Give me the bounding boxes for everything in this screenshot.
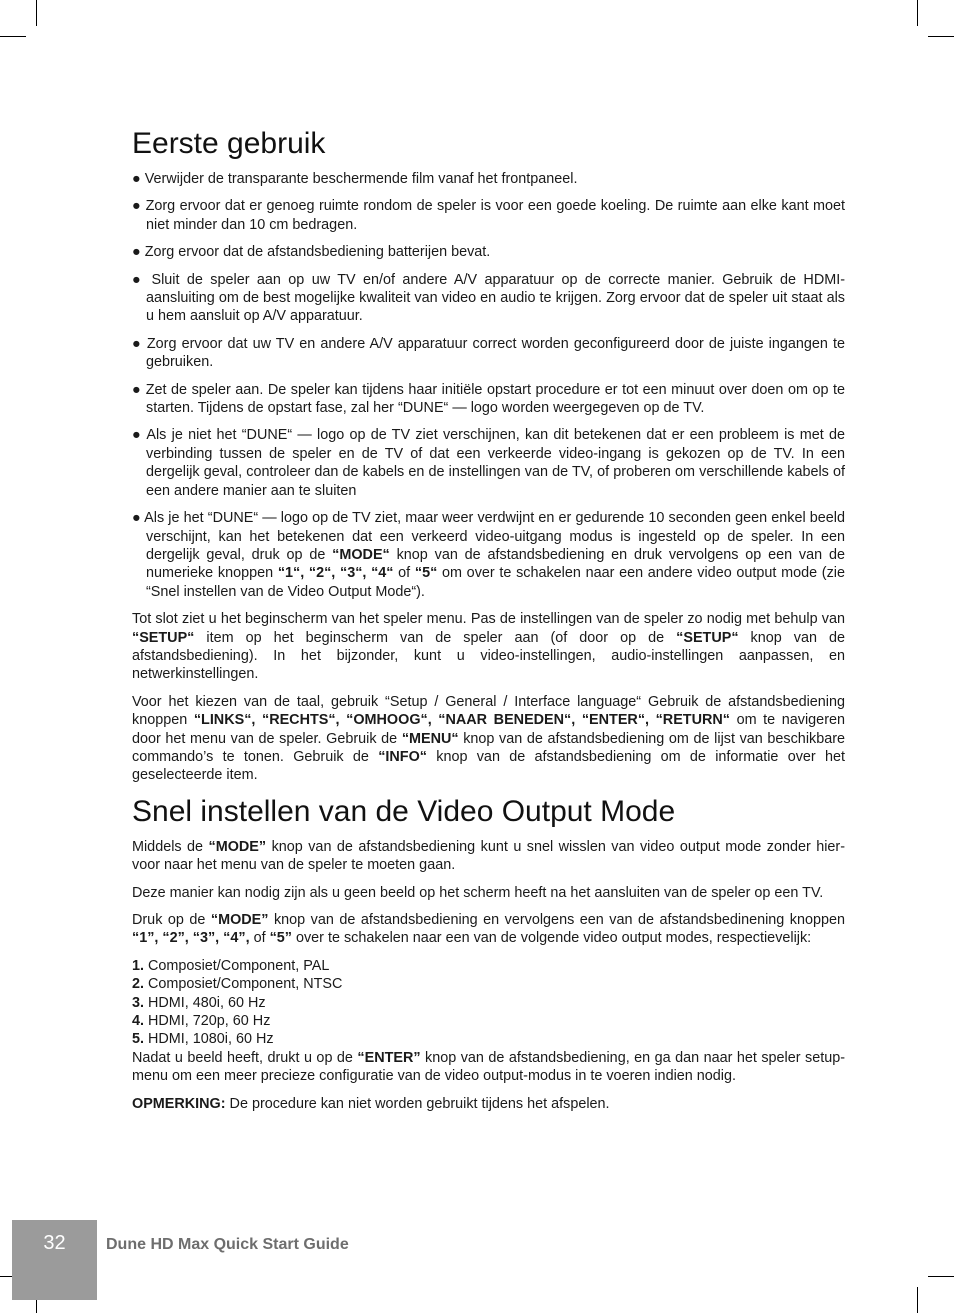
mode-number: 1.	[132, 957, 145, 974]
mode-keys-paragraph	[132, 911, 845, 948]
mode-key: “MODE”	[208, 838, 267, 855]
text-run: knop van de afstandsbediening om de informatie over het geselecteerde item.	[132, 748, 845, 784]
section-title-eerste-gebruik: Eerste gebruik	[132, 127, 326, 160]
text-run: Voor het kiezen van de taal, gebruik “Setup / General / Interface language“ Gebruik de afstandsbediening knoppen	[132, 693, 845, 729]
list-item	[132, 509, 845, 601]
page-number: 32	[43, 1232, 66, 1254]
crop-mark	[0, 36, 26, 37]
mode-intro-paragraph	[132, 838, 845, 875]
list-item	[132, 975, 845, 993]
list-item: ● Als je niet het “DUNE“ — logo op de TV ziet verschijnen, kan dit betekenen dat er een probleem is met de verbinding tussen de speler en de TV of dat een verkeerde video-ingang is gekozen op de TV. In een dergelijk geval, controleer dan de kabels en de instellingen van de TV, of proberen om verschillende kabels of een andere manier aan te sluiten	[132, 427, 845, 499]
text-run: Tot slot ziet u het beginscherm van het speler menu. Pas de instellingen van de speler zo nodig met behulp van	[132, 611, 845, 628]
navigation-keys: “LINKS“, “RECHTS“, “OMHOOG“, “NAAR BENEDEN“, “ENTER“, “RETURN“	[193, 712, 730, 729]
mode-label: Composiet/Component, PAL	[144, 957, 330, 974]
crop-mark	[917, 0, 918, 26]
mode-label: HDMI, 1080i, 60 Hz	[144, 1031, 274, 1048]
text-run: Druk op de	[132, 912, 211, 928]
info-key: “INFO“	[378, 748, 427, 765]
setup-paragraph	[132, 610, 845, 684]
list-item: ● Zorg ervoor dat de afstandsbediening batterijen bevat.	[132, 244, 491, 261]
crop-mark	[917, 1287, 918, 1313]
section-title-video-output: Snel instellen van de Video Output Mode	[132, 794, 676, 828]
text-run: Nadat u beeld heeft, drukt u op de	[132, 1049, 358, 1066]
text-run: knop van de afstandsbediening, en ga dan naar het speler setup-menu om een meer precieze configuratie van de video output-modus in te voeren indien nodig.	[132, 1049, 846, 1085]
language-paragraph	[132, 693, 845, 785]
list-item	[132, 994, 845, 1012]
mode-key: “MODE“	[332, 546, 390, 563]
list-item: ● Zorg ervoor dat uw TV en andere A/V apparatuur correct worden geconfigureerd door de juiste ingangen te gebruiken.	[132, 335, 845, 371]
enter-key: “ENTER”	[357, 1049, 421, 1066]
text-run: Middels de	[132, 838, 209, 855]
text-run: ● Als je het “DUNE“ — logo op de TV ziet, maar weer verdwijnt en er gedurende 10 seconden geen enkel beeld verschijnt, kan het betekenen dat een verkeerd video-uitgang modus is ingesteld op de speler. In een dergelijk geval, druk op de	[132, 510, 845, 563]
first-use-bullet-list	[132, 170, 845, 601]
text-run: of	[393, 565, 415, 582]
text-run: knop van de afstandsbediening om de lijst van beschikbare commando’s te tonen. Gebruik de	[132, 730, 846, 765]
list-item: ● Zet de speler aan. De speler kan tijdens haar initiële opstart procedure er tot een minuut over doen om op te starten. Tijdens de opstart fase, zal her “DUNE“ — logo worden weergegeven op de TV.	[132, 381, 845, 417]
mode-number: 2.	[132, 976, 145, 993]
menu-key: “MENU“	[401, 730, 459, 747]
note-text: De procedure kan niet worden gebruikt tijdens het afspelen.	[225, 1095, 610, 1112]
key-5: “5“	[414, 565, 438, 582]
mode-key: “MODE”	[210, 912, 269, 928]
enter-paragraph	[132, 1049, 845, 1086]
note-paragraph	[132, 1095, 845, 1113]
setup-key: “SETUP“	[132, 629, 195, 646]
text-run: knop van de afstandsbediening en druk vervolgens op een van de numerieke knoppen	[146, 546, 845, 582]
crop-mark	[928, 36, 954, 37]
number-keys: “1“, “2“, “3“, “4“	[277, 565, 394, 582]
note-label: OPMERKING:	[132, 1095, 226, 1112]
text-run: of	[249, 930, 270, 947]
text-run: om over te schakelen naar een andere video output mode (zie “Snel instellen van de Video Output Mode“).	[146, 565, 845, 600]
crop-mark	[36, 0, 37, 26]
mode-number: 4.	[132, 1013, 145, 1030]
key-5: “5”	[269, 930, 292, 947]
text-run: knop van de afstandsbediening). In het bijzonder, kunt u video-instellingen, audio-instellingen aanpassen, en netwerkinstellingen.	[132, 629, 845, 683]
mode-number: 3.	[132, 994, 145, 1011]
text-run: knop van de afstandsbediening en vervolgens een van de afstandsbedinening knoppen	[268, 912, 845, 928]
guide-title: Dune HD Max Quick Start Guide	[106, 1236, 349, 1253]
mode-label: HDMI, 480i, 60 Hz	[144, 994, 266, 1011]
mode-label: Composiet/Component, NTSC	[144, 976, 343, 993]
video-mode-list	[132, 957, 845, 1049]
mode-number: 5.	[132, 1031, 145, 1048]
number-keys: “1”, “2”, “3”, “4”,	[132, 930, 250, 947]
list-item	[132, 1030, 845, 1048]
list-item: ● Sluit de speler aan op uw TV en/of andere A/V apparatuur op de correcte manier. Gebruik de HDMI-aansluiting om de best mogelijke kwaliteit van video en audio te krijgen. Zorg ervoor dat de speler uit staat als u hem aansluit op A/V apparatuur.	[132, 271, 845, 325]
page-content	[132, 126, 845, 1122]
text-run: om te navigeren door het menu van de speler. Gebruik de	[132, 712, 845, 747]
list-item: ● Zorg ervoor dat er genoeg ruimte rondom de speler is voor een goede koeling. De ruimte aan elke kant moet niet minder dan 10 cm bedragen.	[132, 198, 845, 233]
no-picture-paragraph: Deze manier kan nodig zijn als u geen beeld op het scherm heeft na het aansluiten van de speler op een TV.	[132, 884, 824, 901]
list-item	[132, 957, 845, 975]
mode-label: HDMI, 720p, 60 Hz	[144, 1013, 271, 1030]
text-run: item op het beginscherm van de speler aan (of door op de	[194, 629, 677, 646]
list-item	[132, 1012, 845, 1030]
setup-key: “SETUP“	[676, 629, 739, 646]
text-run: knop van de afstandsbediening kunt u snel wisslen van video output mode zonder hier-voor naar het menu van de speler te moeten gaan.	[132, 838, 845, 874]
list-item: ● Verwijder de transparante beschermende film vanaf het frontpaneel.	[132, 171, 578, 187]
crop-mark	[928, 1276, 954, 1277]
text-run: over te schakelen naar een van de volgende video output modes, respectievelijk:	[291, 930, 812, 947]
